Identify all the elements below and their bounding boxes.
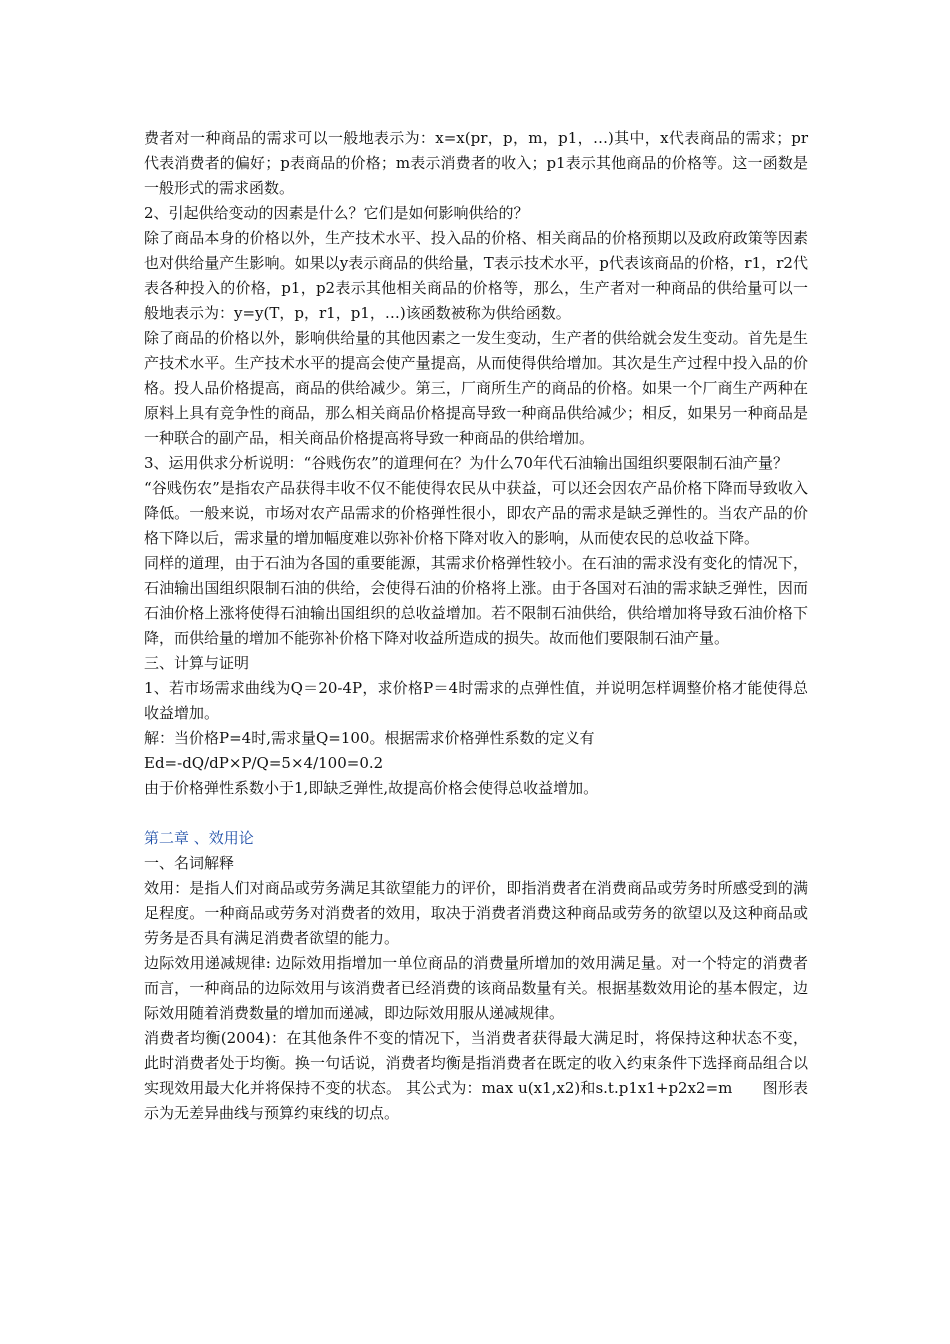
paragraph-grain-cheap: “谷贱伤农”是指农产品获得丰收不仅不能使得农民从中获益，可以还会因农产品价格下降而导致收入降低。一般来说，市场对农产品需求的价格弹性很小，即农产品的需求是缺乏弹性的。当农产品的价格下降以后，需求量的增加幅度难以弥补价格下降对收入的影响，从而使农民的总收益下降。 [144, 479, 808, 547]
question-supply-factors: 2、引起供给变动的因素是什么？它们是如何影响供给的？ [144, 204, 529, 222]
blank-line [144, 801, 808, 826]
question-elasticity: 1、若市场需求曲线为Q＝20-4P，求价格P＝4时需求的点弹性值，并说明怎样调整价格才能使得总收益增加。 [144, 679, 808, 722]
paragraph-supply-change: 除了商品的价格以外，影响供给量的其他因素之一发生变动，生产者的供给就会发生变动。首先是生产技术水平。生产技术水平的提高会使产量提高，从而使得供给增加。其次是生产过程中投入品的价格。投人品价格提高，商品的供给减少。第三，厂商所生产的商品的价格。如果一个厂商生产两种在原料上具有竞争性的商品，那么相关商品价格提高导致一种商品供给减少；相反，如果另一种商品是一种联合的副产品，相关商品价格提高将导致一种商品的供给增加。 [144, 329, 808, 447]
paragraph-supply-factors: 除了商品本身的价格以外，生产技术水平、投入品的价格、相关商品的价格预期以及政府政策等因素也对供给量产生影响。如果以y表示商品的供给量，T表示技术水平，p代表该商品的价格，r1，r2代表各种投入的价格，p1，p2表示其他相关商品的价格等，那么，生产者对一种商品的供给量可以一般地表示为：y=y(T，p，r1，p1，…)该函数被称为供给函数。 [144, 229, 808, 322]
formula-line: Ed=-dQ/dP×P/Q=5×4/100=0.2 [144, 754, 384, 772]
paragraph-demand-function: 费者对一种商品的需求可以一般地表示为：x=x(pr，p，m，p1，…)其中，x代表商品的需求；pr代表消费者的偏好；p表商品的价格；m表示消费者的收入；p1表示其他商品的价格等。这一函数是一般形式的需求函数。 [144, 129, 808, 197]
chapter-title: 第二章 、效用论 [144, 829, 254, 847]
conclusion-line: 由于价格弹性系数小于1,即缺乏弹性,故提高价格会使得总收益增加。 [144, 779, 599, 797]
section-calculation: 三、计算与证明 [144, 654, 250, 672]
paragraph-oil: 同样的道理，由于石油为各国的重要能源，其需求价格弹性较小。在石油的需求没有变化的情况下，石油输出国组织限制石油的供给，会使得石油的价格将上涨。由于各国对石油的需求缺乏弹性，因而石油价格上涨将使得石油输出国组织的总收益增加。若不限制石油供给，供给增加将导致石油价格下降，而供给量的增加不能弥补价格下降对收益所造成的损失。故而他们要限制石油产量。 [144, 554, 808, 647]
document-body [144, 126, 808, 1126]
section-definitions: 一、名词解释 [144, 854, 235, 872]
paragraph-consumer-equilibrium: 消费者均衡(2004)：在其他条件不变的情况下，当消费者获得最大满足时，将保持这种状态不变，此时消费者处于均衡。换一句话说，消费者均衡是指消费者在既定的收入约束条件下选择商品组合以实现效用最大化并将保持不变的状态。 其公式为：max u(x1,x2)和s.t.p1x1+p2x2=m 图形表示为无差异曲线与预算约束线的切点。 [144, 1029, 808, 1122]
solution-line: 解：当价格P=4时,需求量Q=100。根据需求价格弹性系数的定义有 [144, 729, 595, 747]
paragraph-marginal-utility: 边际效用递减规律: 边际效用指增加一单位商品的消费量所增加的效用满足量。对一个特定的消费者而言，一种商品的边际效用与该消费者已经消费的该商品数量有关。根据基数效用论的基本假定，边际效用随着消费数量的增加而递减，即边际效用服从递减规律。 [144, 954, 808, 1022]
paragraph-utility: 效用：是指人们对商品或劳务满足其欲望能力的评价，即指消费者在消费商品或劳务时所感受到的满足程度。一种商品或劳务对消费者的效用，取决于消费者消费这种商品或劳务的欲望以及这种商品或劳务是否具有满足消费者欲望的能力。 [144, 879, 808, 947]
question-grain-cheap: 3、运用供求分析说明：“谷贱伤农”的道理何在？为什么70年代石油输出国组织要限制石油产量？ [144, 454, 788, 472]
